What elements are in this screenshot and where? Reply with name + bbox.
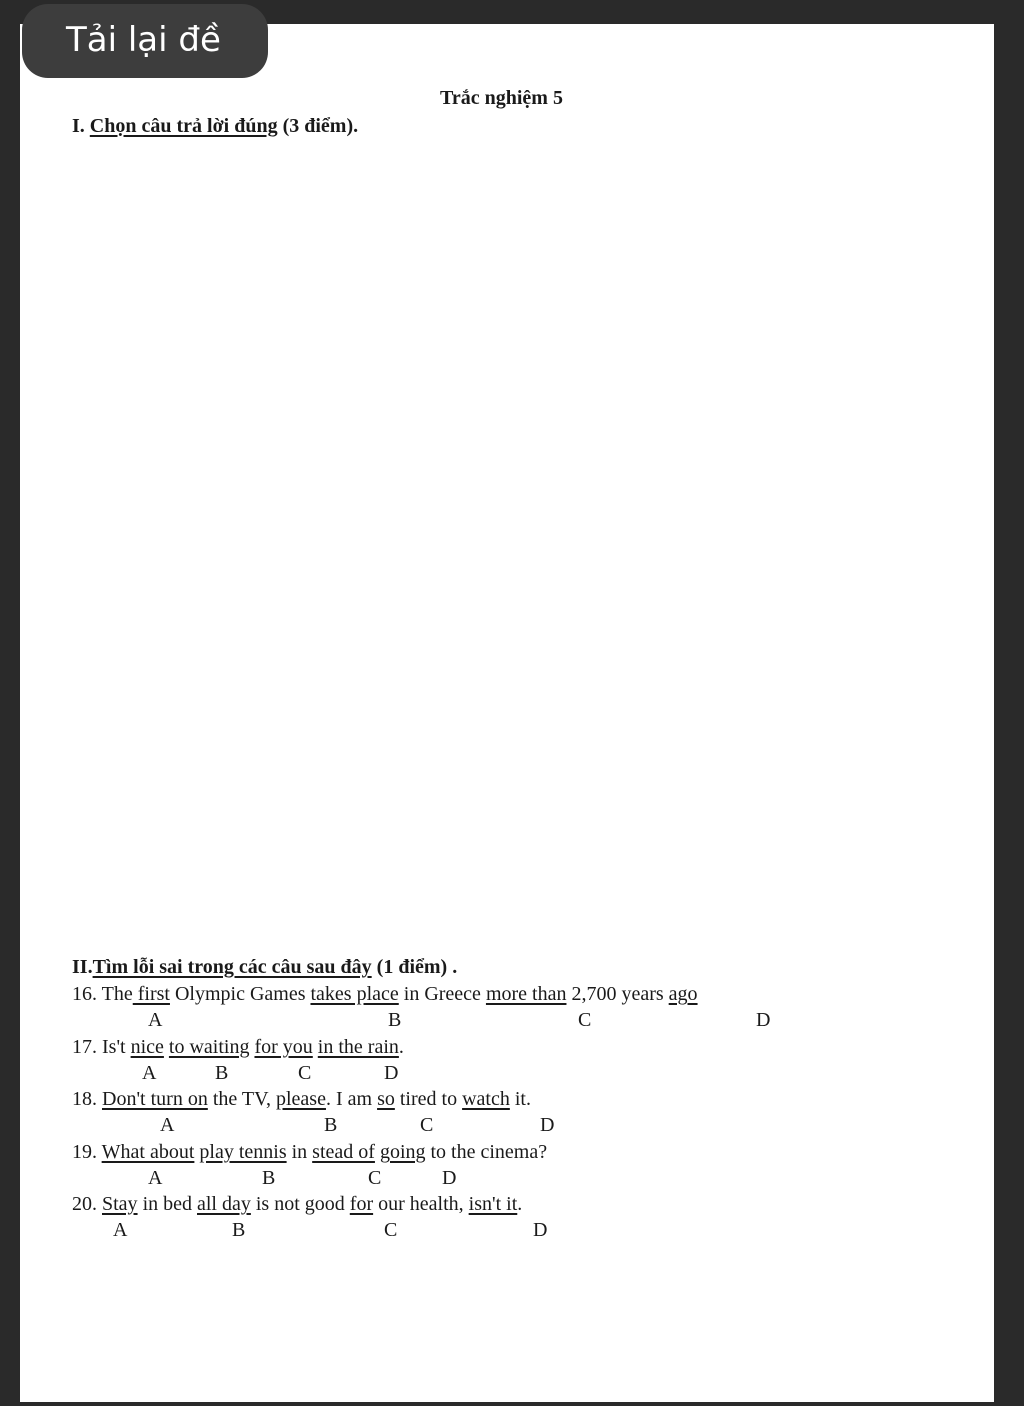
underlined-segment: for you bbox=[254, 1036, 313, 1058]
error-option-c[interactable]: C bbox=[298, 1062, 312, 1084]
error-question-18 bbox=[72, 1087, 531, 1111]
sentence-segment: Olympic Games bbox=[169, 983, 311, 1005]
sentence-segment: it. bbox=[509, 1088, 531, 1110]
error-option-b[interactable]: B bbox=[215, 1062, 229, 1084]
underlined-segment: stead of bbox=[312, 1141, 375, 1163]
error-option-a[interactable]: A bbox=[148, 1009, 163, 1031]
underlined-segment: watch bbox=[462, 1088, 510, 1110]
sentence-segment: 18. bbox=[72, 1088, 102, 1110]
section1-prefix: I. bbox=[72, 115, 90, 137]
section2-title: Tìm lỗi sai trong các câu sau đây bbox=[92, 956, 372, 978]
sentence-segment: in Greece bbox=[398, 983, 486, 1005]
sentence-segment: 20. bbox=[72, 1193, 102, 1215]
error-option-c[interactable]: C bbox=[578, 1009, 592, 1031]
error-question-19 bbox=[72, 1140, 547, 1164]
error-option-c[interactable]: C bbox=[368, 1167, 382, 1189]
sentence-segment: 2,700 years bbox=[566, 983, 669, 1005]
underlined-segment: isn't it bbox=[468, 1193, 518, 1215]
underlined-segment: Don't turn on bbox=[102, 1088, 208, 1110]
error-question-17 bbox=[72, 1035, 404, 1059]
underlined-segment: ago bbox=[668, 983, 698, 1005]
error-option-b[interactable]: B bbox=[324, 1114, 338, 1136]
section1-points: (3 điểm). bbox=[277, 115, 359, 137]
sentence-segment: in bed bbox=[137, 1193, 197, 1215]
reload-test-button[interactable]: Tải lại đề bbox=[22, 4, 268, 78]
page-title: Trắc nghiệm 5 bbox=[440, 87, 563, 109]
section2-prefix: II. bbox=[72, 956, 93, 978]
error-option-d[interactable]: D bbox=[540, 1114, 555, 1136]
underlined-segment: nice bbox=[130, 1036, 164, 1058]
underlined-segment: Stay bbox=[102, 1193, 138, 1215]
sentence-segment: in bbox=[286, 1141, 313, 1163]
underlined-segment: to waiting bbox=[168, 1036, 250, 1058]
error-option-a[interactable]: A bbox=[142, 1062, 157, 1084]
error-question-20 bbox=[72, 1192, 522, 1216]
sentence-segment: tired to bbox=[394, 1088, 463, 1110]
section1-title: Chọn câu trả lời đúng bbox=[89, 115, 278, 137]
section2-heading bbox=[72, 955, 457, 979]
underlined-segment: in the rain bbox=[317, 1036, 399, 1058]
error-option-b[interactable]: B bbox=[388, 1009, 402, 1031]
error-option-d[interactable]: D bbox=[384, 1062, 399, 1084]
underlined-segment: takes place bbox=[310, 983, 399, 1005]
sentence-segment: the TV, bbox=[207, 1088, 276, 1110]
error-question-16 bbox=[72, 982, 698, 1006]
underlined-segment: What about bbox=[101, 1141, 195, 1163]
sentence-segment: 19. bbox=[72, 1141, 102, 1163]
section1-heading bbox=[72, 114, 358, 138]
sentence-segment: . I am bbox=[325, 1088, 378, 1110]
error-option-a[interactable]: A bbox=[113, 1219, 128, 1241]
underlined-segment: play tennis bbox=[199, 1141, 287, 1163]
error-option-a[interactable]: A bbox=[160, 1114, 175, 1136]
error-option-d[interactable]: D bbox=[756, 1009, 771, 1031]
error-option-c[interactable]: C bbox=[384, 1219, 398, 1241]
underlined-segment: all day bbox=[197, 1193, 251, 1215]
error-option-c[interactable]: C bbox=[420, 1114, 434, 1136]
error-option-d[interactable]: D bbox=[442, 1167, 457, 1189]
sentence-segment: is not good bbox=[250, 1193, 350, 1215]
error-option-b[interactable]: B bbox=[232, 1219, 246, 1241]
sentence-segment: to the cinema? bbox=[425, 1141, 548, 1163]
sentence-segment: our health, bbox=[373, 1193, 469, 1215]
section2-points: (1 điểm) . bbox=[371, 956, 458, 978]
underlined-segment: first bbox=[132, 983, 170, 1005]
underlined-segment: for bbox=[349, 1193, 374, 1215]
underlined-segment: please bbox=[275, 1088, 326, 1110]
underlined-segment: so bbox=[377, 1088, 395, 1110]
error-option-d[interactable]: D bbox=[533, 1219, 548, 1241]
sentence-segment: . bbox=[398, 1036, 404, 1058]
sentence-segment: 16. The bbox=[72, 983, 133, 1005]
error-option-a[interactable]: A bbox=[148, 1167, 163, 1189]
underlined-segment: going bbox=[379, 1141, 426, 1163]
sentence-segment: . bbox=[517, 1193, 523, 1215]
error-option-b[interactable]: B bbox=[262, 1167, 276, 1189]
underlined-segment: more than bbox=[485, 983, 567, 1005]
sentence-segment: 17. Is't bbox=[72, 1036, 131, 1058]
